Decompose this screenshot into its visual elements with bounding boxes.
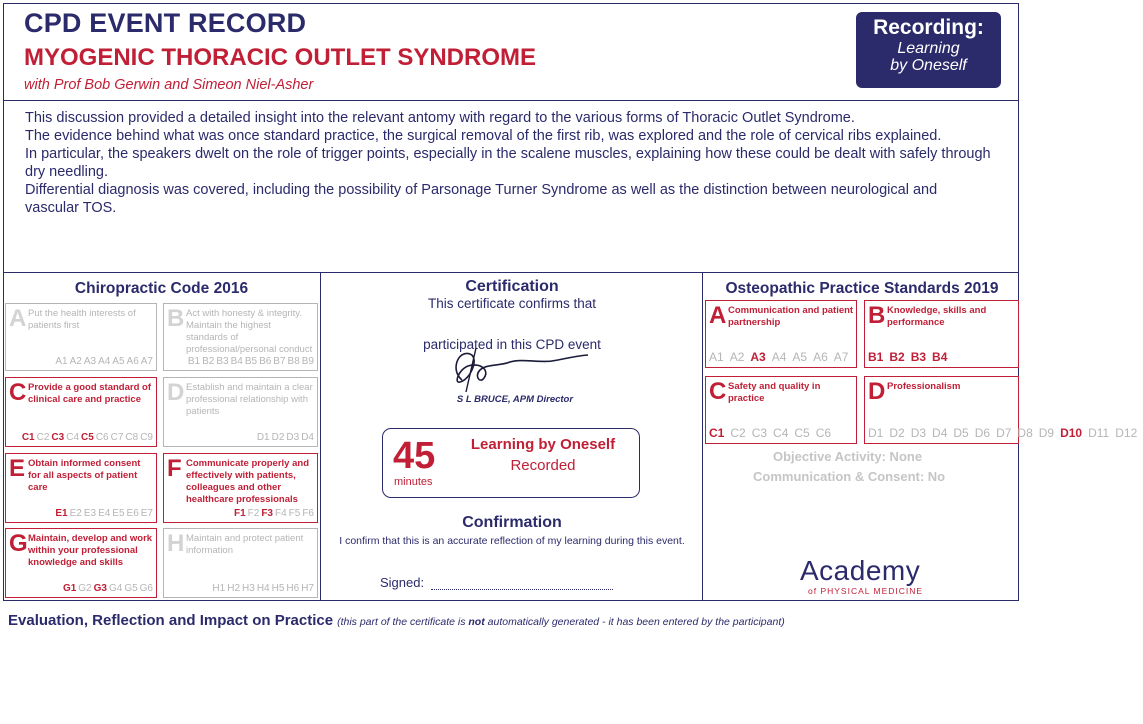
communication-consent: Communication & Consent: No (753, 469, 946, 484)
evaluation-title: Evaluation, Reflection and Impact on Practice (8, 612, 334, 629)
osteo-standard-a (705, 300, 857, 368)
confirmation-heading: Confirmation (462, 514, 562, 531)
header-divider (3, 100, 1019, 101)
standard-codes (709, 350, 853, 364)
standard-code: A1 (709, 350, 724, 364)
evaluation-note-pre: (this part of the certificate is (337, 616, 469, 628)
osteo-standard-b (864, 300, 1019, 368)
standard-code: D11 (1088, 426, 1110, 440)
certification-heading: Certification (465, 278, 559, 295)
standard-code: D9 (1038, 426, 1055, 440)
chiro-standard-d (163, 377, 318, 447)
standard-code: B6 (259, 356, 272, 367)
recording-badge-subtitle-line1: Learning (897, 40, 960, 57)
standard-code: A2 (69, 356, 82, 367)
signed-label: Signed: (380, 575, 425, 590)
standard-code: C3 (51, 432, 65, 443)
standard-code: C7 (110, 432, 124, 443)
signature-field[interactable] (431, 589, 613, 590)
standard-description: Knowledge, skills and performance (887, 305, 987, 328)
standard-code: A6 (813, 350, 828, 364)
standard-code: H4 (256, 583, 270, 594)
standard-code: D12 (1115, 426, 1138, 440)
standard-code: C5 (81, 432, 94, 443)
standard-code: E5 (112, 508, 125, 519)
standard-code: B3 (216, 356, 229, 367)
standard-code: F1 (233, 508, 246, 519)
standard-code: A6 (126, 356, 139, 367)
page-title: CPD EVENT RECORD (24, 8, 307, 38)
event-title: MYOGENIC THORACIC OUTLET SYNDROME (24, 44, 537, 71)
standard-code: F3 (261, 508, 273, 519)
standard-description: Establish and maintain a clear professional relationship with patients (186, 382, 313, 417)
standard-code: C1 (21, 432, 35, 443)
standard-code: B4 (230, 356, 243, 367)
standard-code: B9 (301, 356, 314, 367)
chiro-standard-f (163, 453, 318, 523)
standard-code: G6 (139, 583, 153, 594)
chiro-standard-h (163, 528, 318, 598)
academy-logo (800, 555, 950, 597)
standard-codes (868, 350, 1015, 364)
standard-code: H7 (301, 583, 314, 594)
chiro-standard-c (5, 377, 157, 447)
standard-code: B1 (868, 350, 884, 364)
standard-codes (167, 508, 314, 519)
osteo-standard-c (705, 376, 857, 444)
confirmation-text: I confirm that this is an accurate reflection of my learning during this event. (339, 535, 685, 547)
osteo-standard-d (864, 376, 1138, 444)
standard-code: B8 (287, 356, 300, 367)
minutes-label: minutes (394, 476, 433, 488)
standard-letter: F (167, 455, 182, 482)
standard-code: B2 (889, 350, 905, 364)
chiro-standard-g (5, 528, 157, 598)
standard-code: B3 (910, 350, 927, 364)
standard-code: F2 (247, 508, 260, 519)
standard-code: A1 (55, 356, 68, 367)
description-paragraph: In particular, the speakers dwelt on the role of trigger points, especially in the scalene muscles, explaining how these could be dealt with safely through dry needling. (25, 146, 991, 180)
standard-code: C1 (709, 426, 725, 440)
standard-description: Communicate properly and effectively with patients, colleagues and other healthcare professionals (186, 458, 309, 505)
event-speakers: with Prof Bob Gerwin and Simeon Niel-Asher (24, 77, 314, 93)
standard-code: B5 (244, 356, 258, 367)
standard-description: Provide a good standard of clinical care and practice (28, 382, 151, 405)
logo-name: Academy (800, 555, 921, 586)
learning-box (382, 428, 640, 498)
event-description (25, 109, 995, 217)
standard-code: H2 (227, 583, 241, 594)
standard-code: F4 (274, 508, 287, 519)
standard-code: C4 (66, 432, 80, 443)
standard-code: C2 (730, 426, 746, 440)
standard-description: Maintain, develop and work within your professional knowledge and skills (28, 533, 153, 568)
standard-letter: D (868, 378, 886, 405)
standard-code: G4 (108, 583, 123, 594)
standard-letter: C (9, 379, 27, 406)
chiropractic-heading: Chiropractic Code 2016 (74, 280, 249, 297)
standard-description: Professionalism (887, 381, 961, 392)
standard-letter: G (9, 530, 28, 557)
standard-code: D4 (932, 426, 948, 440)
standard-code: H3 (242, 583, 255, 594)
standard-code: C2 (36, 432, 50, 443)
standard-letter: A (709, 302, 727, 329)
standard-codes (9, 356, 153, 367)
standard-code: E7 (140, 508, 153, 519)
standard-code: D5 (953, 426, 969, 440)
standard-code: D7 (996, 426, 1012, 440)
standard-code: C6 (95, 432, 109, 443)
standard-code: A4 (98, 356, 111, 367)
standard-code: H1 (212, 583, 226, 594)
evaluation-note-post: automatically generated - it has been entered by the participant) (484, 616, 785, 628)
standard-description: Safety and quality in practice (728, 381, 821, 404)
standard-code: C3 (751, 426, 768, 440)
standard-code: H6 (286, 583, 300, 594)
standard-code: G2 (78, 583, 92, 594)
standard-code: D2 (271, 432, 285, 443)
standard-letter: A (9, 305, 27, 332)
director-signature (440, 340, 600, 396)
standard-letter: C (709, 378, 727, 405)
standard-description: Act with honesty & integrity. Maintain the highest standards of professional/personal conduct (186, 308, 313, 355)
standard-code: C6 (815, 426, 832, 440)
standard-code: C5 (794, 426, 810, 440)
standard-code: B4 (932, 350, 948, 364)
standard-code: A5 (792, 350, 808, 364)
standard-code: B1 (187, 356, 201, 367)
standard-letter: D (167, 379, 185, 406)
recording-badge-subtitle (856, 40, 1001, 74)
standard-code: H5 (271, 583, 285, 594)
standard-code: C9 (140, 432, 153, 443)
standard-code: E3 (83, 508, 97, 519)
standard-code: A7 (833, 350, 849, 364)
standard-code: A7 (140, 356, 153, 367)
standard-letter: B (868, 302, 886, 329)
standard-code: A3 (750, 350, 766, 364)
signer-name: S L BRUCE, APM Director (456, 394, 574, 405)
evaluation-note (337, 616, 785, 628)
standard-codes (9, 583, 153, 594)
standard-codes (9, 432, 153, 443)
standard-code: G3 (93, 583, 107, 594)
standard-code: D1 (868, 426, 884, 440)
description-paragraph: The evidence behind what was once standard practice, the surgical removal of the first rib, was explored and the role of cervical ribs explained. (25, 128, 942, 144)
recording-badge (856, 12, 1001, 88)
recording-badge-subtitle-line2: by Oneself (890, 57, 967, 74)
column-divider-right (702, 272, 703, 601)
standard-letter: E (9, 455, 26, 482)
description-paragraph: Differential diagnosis was covered, including the possibility of Parsonage Turner Syndrome as well as the distinction between neurological and vascular TOS. (25, 182, 938, 216)
standard-code: E1 (55, 508, 68, 519)
chiro-standard-a (5, 303, 157, 371)
recording-badge-title: Recording: (873, 16, 984, 39)
standard-code: D1 (256, 432, 270, 443)
standard-code: C4 (773, 426, 789, 440)
standard-code: D6 (974, 426, 991, 440)
standard-code: D2 (889, 426, 905, 440)
standard-code: D3 (910, 426, 927, 440)
standard-code: D3 (286, 432, 300, 443)
standard-codes (167, 356, 314, 367)
standard-code: G1 (62, 583, 77, 594)
standard-code: A4 (771, 350, 787, 364)
standard-codes (167, 432, 314, 443)
logo-tagline: of PHYSICAL MEDICINE (808, 586, 924, 596)
standard-description: Obtain informed consent for all aspects of patient care (28, 458, 141, 493)
standard-code: E6 (126, 508, 139, 519)
evaluation-heading (8, 612, 785, 629)
standard-description: Communication and patient partnership (728, 305, 854, 328)
standard-codes (167, 583, 314, 594)
standard-code: C8 (125, 432, 139, 443)
minutes-value: 45 (393, 435, 436, 477)
standard-code: A5 (112, 356, 125, 367)
standard-code: F5 (288, 508, 301, 519)
evaluation-note-bold: not (468, 616, 485, 628)
standard-codes (868, 426, 1138, 440)
learning-type: Learning by Oneself (470, 436, 616, 453)
standard-code: D10 (1060, 426, 1083, 440)
certification-line1: This certificate confirms that (427, 296, 597, 311)
standard-code: D4 (301, 432, 314, 443)
standard-letter: H (167, 530, 185, 557)
standard-code: A2 (729, 350, 745, 364)
standard-code: D8 (1017, 426, 1033, 440)
certification-line2: participated in this CPD event (423, 337, 601, 352)
section-divider (3, 272, 1019, 273)
standard-code: E2 (69, 508, 82, 519)
description-paragraph: This discussion provided a detailed insight into the relevant antomy with regard to the various forms of Thoracic Outlet Syndrome. (25, 110, 855, 126)
standard-code: G5 (124, 583, 138, 594)
standard-code: B2 (202, 356, 215, 367)
standard-code: A3 (83, 356, 97, 367)
objective-activity: Objective Activity: None (773, 449, 923, 464)
standard-code: E4 (98, 508, 111, 519)
learning-status: Recorded (510, 457, 576, 474)
standard-codes (709, 426, 853, 440)
standard-code: F6 (302, 508, 314, 519)
chiro-standard-b (163, 303, 318, 371)
standard-code: B7 (273, 356, 286, 367)
osteopathic-heading: Osteopathic Practice Standards 2019 (725, 280, 999, 297)
standard-description: Maintain and protect patient information (186, 533, 304, 556)
chiro-standard-e (5, 453, 157, 523)
column-divider-left (320, 272, 321, 601)
standard-codes (9, 508, 153, 519)
standard-description: Put the health interests of patients first (28, 308, 136, 331)
standard-letter: B (167, 305, 185, 332)
